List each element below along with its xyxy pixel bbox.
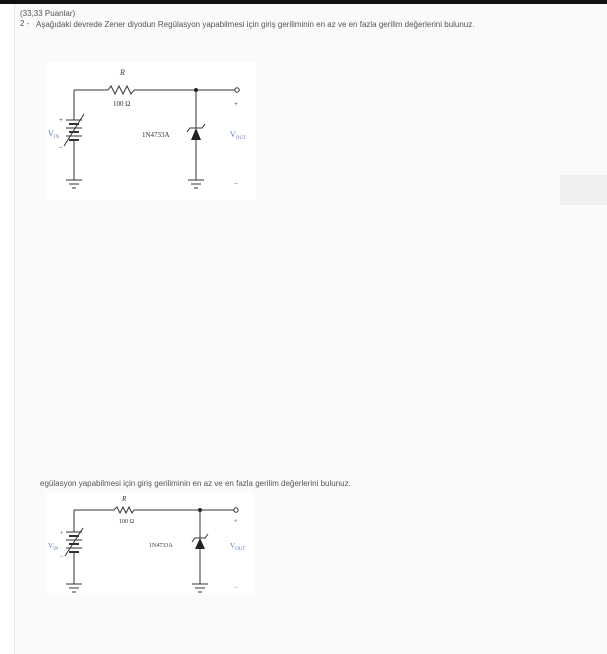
resistor-value: 100 Ω [113, 100, 131, 108]
minus-sign: − [234, 585, 238, 591]
battery-minus: − [59, 144, 63, 152]
resistor-symbol [114, 507, 134, 513]
vin-label: $V_{IN}$ [48, 129, 60, 140]
circuit-figure-copy [46, 492, 254, 595]
question-points: (33,33 Puanlar) [20, 9, 76, 18]
battery-minus: − [60, 554, 64, 560]
vout-label: $V_{OUT}$ [230, 130, 247, 141]
question-text: Aşağıdaki devrede Zener diyodun Regülasyon yapabilmesi için giriş geriliminin en az ve en fazla gerilim değerlerini bulunuz. [36, 20, 475, 29]
resistor-label: R [122, 495, 127, 503]
zener-diode-symbol [191, 128, 201, 140]
circuit-figure [46, 62, 256, 200]
plus-sign: + [234, 100, 238, 108]
left-divider [14, 4, 15, 654]
battery-plus: + [59, 116, 63, 124]
zener-diode-symbol [195, 538, 205, 549]
repeated-question-text: egülasyon yapabilmesi için giriş geriliminin en az ve en fazla gerilim değerlerini bulunuz. [40, 479, 351, 488]
output-terminal [234, 508, 238, 512]
node-dot [198, 508, 202, 512]
resistor-label: R [120, 68, 125, 77]
diode-label: 1N4733A [149, 543, 173, 549]
diode-label: 1N4733A [142, 131, 170, 139]
plus-sign: + [234, 519, 238, 525]
side-panel-edge [560, 175, 607, 205]
node-dot [194, 88, 198, 92]
output-terminal [235, 88, 239, 92]
vout-label: $V_{OUT}$ [230, 542, 246, 552]
battery-plus: + [60, 531, 64, 537]
minus-sign: − [234, 180, 238, 188]
resistor-value: 100 Ω [119, 519, 134, 525]
question-number: 2 - [20, 19, 30, 28]
vin-label: $V_{IN}$ [48, 542, 59, 552]
resistor-symbol [108, 86, 134, 94]
